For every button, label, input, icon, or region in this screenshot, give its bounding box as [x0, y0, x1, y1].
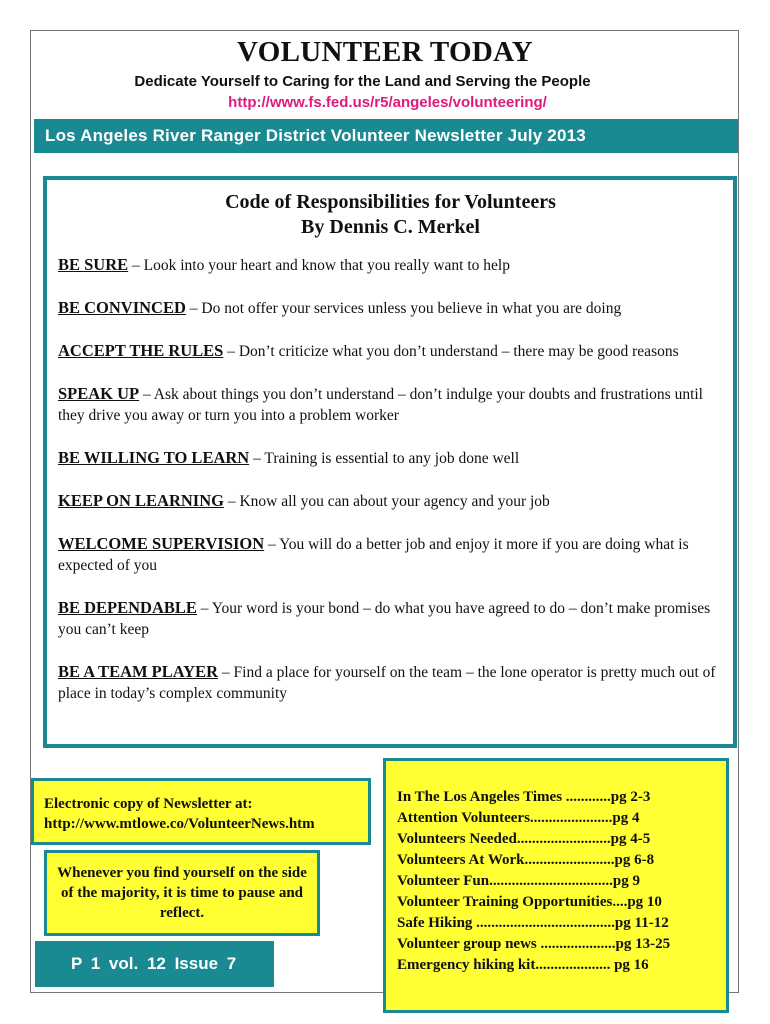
code-byline: By Dennis C. Merkel	[301, 216, 480, 238]
toc-item: Attention Volunteers......................pg 4	[397, 810, 640, 826]
code-heading	[58, 190, 723, 240]
rule-description: – Your word is your bond – do what you have agreed to do – don’t make promises you can’t keep	[58, 600, 711, 638]
rules-list	[58, 254, 723, 704]
rule-term: ACCEPT THE RULES	[58, 341, 224, 360]
toc-item: Volunteer Training Opportunities....pg 10	[397, 894, 662, 910]
code-of-responsibilities-box	[43, 176, 737, 748]
rule-term: BE DEPENDABLE	[58, 598, 197, 617]
toc-item: Volunteer group news ....................pg 13-25	[397, 936, 671, 952]
rule-term: WELCOME SUPERVISION	[58, 534, 265, 553]
tagline: Dedicate Yourself to Caring for the Land and Serving the People	[134, 73, 591, 90]
rule-description: – Find a place for yourself on the team – the lone operator is pretty much out of place in today’s complex community	[58, 664, 716, 702]
rule-item	[58, 533, 723, 576]
toc-item: Safe Hiking .....................................pg 11-12	[397, 915, 669, 931]
rule-term: BE SURE	[58, 255, 129, 274]
rule-term: SPEAK UP	[58, 384, 140, 403]
toc-list	[397, 787, 726, 976]
toc-item: Volunteers Needed.........................pg 4-5	[397, 831, 651, 847]
electronic-copy-box	[31, 778, 371, 845]
rule-item	[58, 383, 723, 426]
rule-description: – Ask about things you don’t understand – don’t indulge your doubts and frustrations until they drive you away or turn you into a problem worker	[58, 386, 703, 424]
electronic-copy-link[interactable]: http://www.mtlowe.co/VolunteerNews.htm	[44, 816, 315, 832]
issue-bar: P 1 vol. 12 Issue 7	[31, 941, 274, 987]
table-of-contents	[383, 758, 729, 1013]
rule-description: – You will do a better job and enjoy it more if you are doing what is expected of you	[58, 536, 689, 574]
rule-description: – Don’t criticize what you don’t understand – there may be good reasons	[223, 343, 679, 360]
rule-description: – Look into your heart and know that you really want to help	[128, 257, 510, 274]
rule-item	[58, 340, 723, 362]
toc-item: Volunteers At Work........................pg 6-8	[397, 852, 655, 868]
quote-text: Whenever you find yourself on the side of the majority, it is time to pause and reflect.	[57, 865, 307, 921]
electronic-copy-label: Electronic copy of Newsletter at:	[44, 796, 253, 812]
rule-item	[58, 661, 723, 704]
rule-item	[58, 297, 723, 319]
rule-description: – Know all you can about your agency and your job	[223, 493, 550, 510]
toc-item: Volunteer Fun.................................pg 9	[397, 873, 640, 889]
quote-box	[44, 850, 320, 936]
rule-term: BE CONVINCED	[58, 298, 186, 317]
volunteering-link[interactable]: http://www.fs.fed.us/r5/angeles/volunteering/	[228, 94, 547, 111]
toc-item: In The Los Angeles Times ............pg 2-3	[397, 789, 651, 805]
rule-item	[58, 597, 723, 640]
code-title: Code of Responsibilities for Volunteers	[225, 191, 556, 213]
rule-term: BE A TEAM PLAYER	[58, 662, 219, 681]
rule-description: – Training is essential to any job done well	[249, 450, 520, 467]
rule-item	[58, 254, 723, 276]
rule-description: – Do not offer your services unless you believe in what you are doing	[185, 300, 622, 317]
rule-term: KEEP ON LEARNING	[58, 491, 224, 510]
newsletter-title: VOLUNTEER TODAY	[237, 36, 533, 68]
district-banner: Los Angeles River Ranger District Volunteer Newsletter July 2013	[34, 119, 738, 153]
rule-term: BE WILLING TO LEARN	[58, 448, 250, 467]
rule-item	[58, 490, 723, 512]
toc-item: Emergency hiking kit.................... pg 16	[397, 957, 649, 973]
rule-item	[58, 447, 723, 469]
